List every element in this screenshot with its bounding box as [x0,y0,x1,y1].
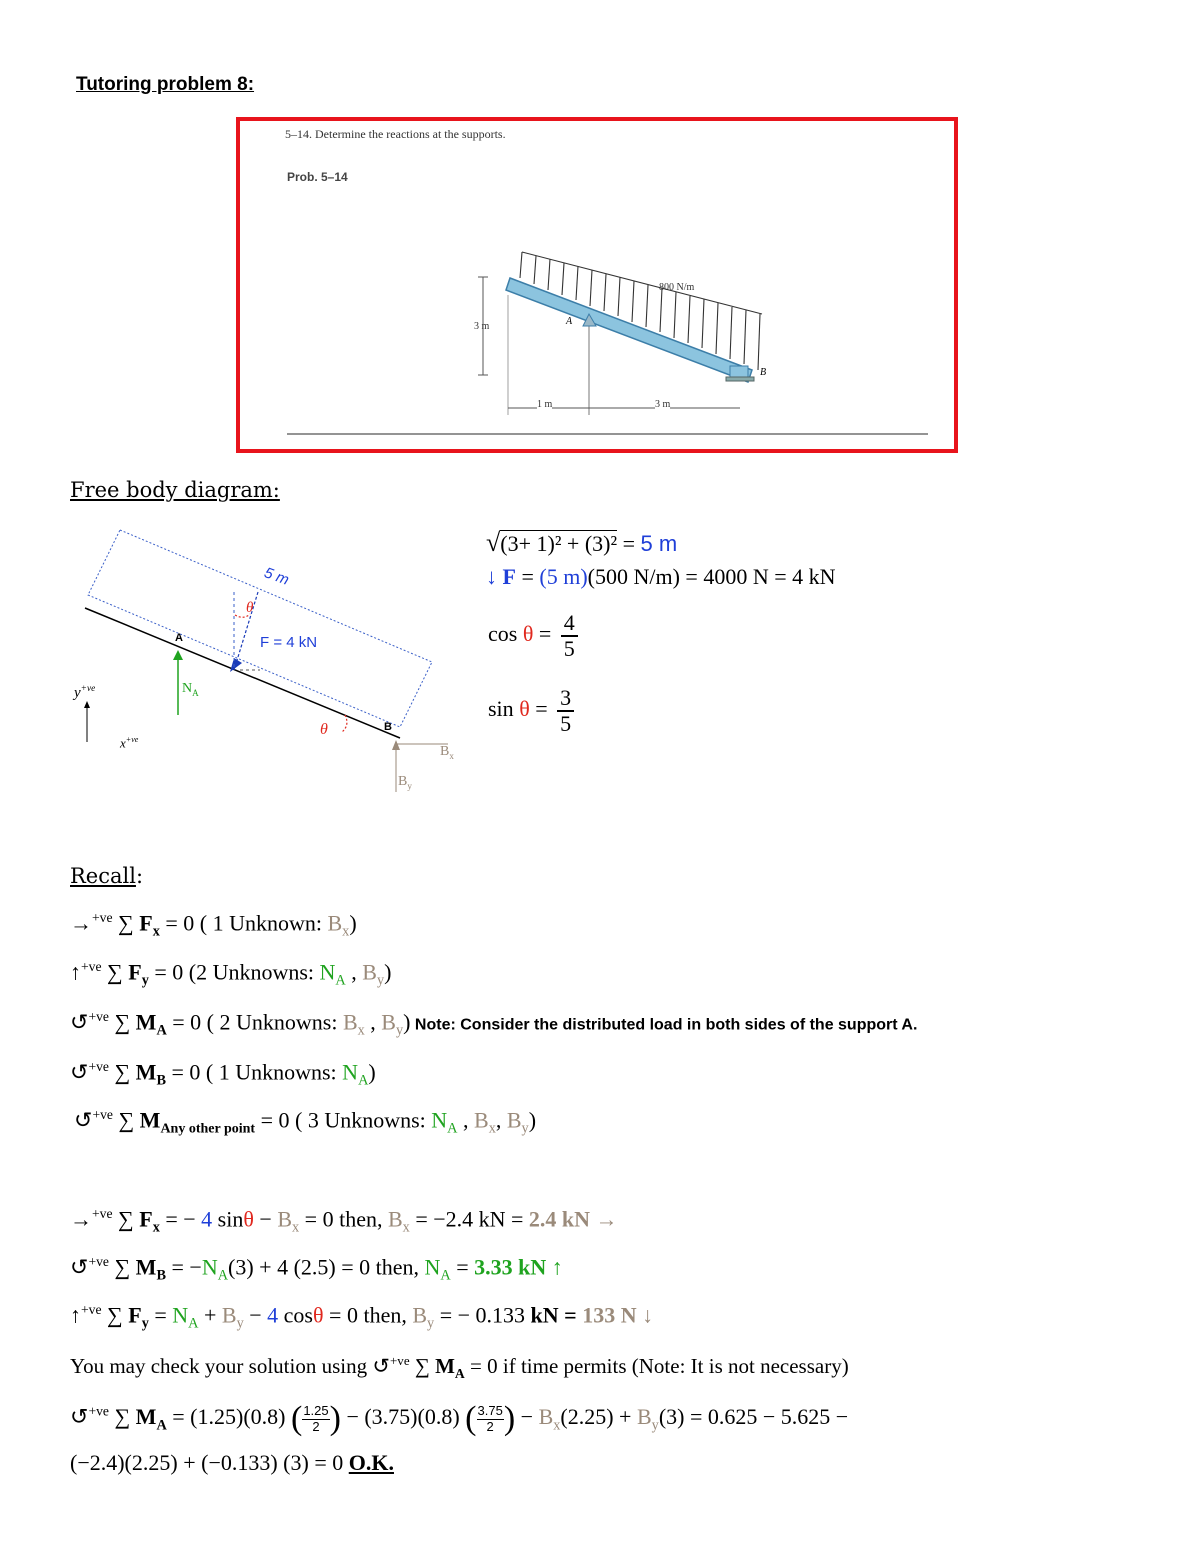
problem-point-a: A [566,316,573,327]
hypotenuse-equation: √(3+ 1)² + (3)² = 5 m [486,528,678,557]
problem-point-b: B [760,367,767,378]
fbd-beam [85,608,400,738]
load-arrows [520,252,762,370]
free-body-diagram [60,520,480,810]
verification-line-1: ↺$^{+ve}$ ∑ $M_A = (1.25)(0.8)$ ( $\frac{1.25}{2}$ ) − (3.75)(0.8) ( $\frac{3.75}{2}$ ) − $B_x(2.25) + B_y(3) = 0.625 - 5.625$ − [70,1400,849,1437]
recall-sum-ma: ↺$^{+ve}$ ∑ $M_A = 0$ ( 2 Unknowns: $B_x$ , $B_y$) Note: Consider the distributed load in both sides of the support A. [70,1009,918,1039]
force-equation: ↓ F = (5 m)(500 N/m) = 4000 N = 4 kN [486,564,836,589]
sin-equation: sin θ = $\frac{3}{5}$ [488,686,578,736]
fbd-length-label: 5 m [261,564,292,589]
verification-line-2: (−2.4)(2.25) + (−0.133) (3) = 0 O.K. [70,1450,394,1475]
inclined-beam [506,278,752,382]
problem-label: Prob. 5–14 [287,170,348,184]
dim-right-label: 3 m [655,399,671,410]
x-axis-label: $x^{+ve}$ [120,735,139,751]
fbd-point-b: B [384,721,392,733]
recall-heading: Recall: [70,864,144,888]
fbd-bx-label: $B_x$ [440,744,454,761]
problem-figure [240,230,955,445]
solution-fy: ↑$^{+ve}$ ∑ $F_y = N_A + B_y - 4$ cosθ = 0 then, $B_y$ = − 0.133 kN = 133 N ↓ [70,1302,654,1332]
fbd-theta-b: θ [320,721,328,738]
load-block [88,530,432,727]
load-label: 800 N/m [659,282,695,293]
problem-statement: 5–14. Determine the reactions at the supports. [285,127,506,141]
cos-equation: cos θ = $\frac{4}{5}$ [488,611,582,661]
page-title: Tutoring problem 8: [76,74,255,95]
fbd-na-label: $N_A$ [182,681,199,698]
fbd-by-label: $B_y$ [398,774,412,791]
recall-sum-fx: →$^{+ve}$ ∑ $F_x = 0$ ( 1 Unknown: $B_x$) [70,910,357,940]
dim-left-label: 1 m [537,399,553,410]
solution-mb: ↺$^{+ve}$ ∑ $M_B = -N_A(3) + 4$ (2.5) = 0 then, $N_A = 3.33$ kN ↑ [70,1254,563,1284]
y-axis-label: $y^{+ve}$ [74,684,96,701]
check-note: You may check your solution using ↺$^{+ve}$ ∑ $M_A = 0$ if time permits (Note: It is not necessary) [70,1353,849,1382]
height-label: 3 m [474,321,490,332]
solution-fx: →$^{+ve}$ ∑ $F_x$ = − 4 $\sin\theta - B_x = 0$ then, $B_x = -2.4$ kN = 2.4 kN → [70,1206,618,1236]
support-b [730,366,748,378]
fbd-point-a: A [175,632,183,644]
recall-sum-fy: ↑$^{+ve}$ ∑ $F_y = 0$ (2 Unknowns: $N_A$ , $B_y$) [70,959,392,989]
recall-sum-m-other: ↺$^{+ve}$ ∑ $M_{Any other point} = 0$ ( 3 Unknowns: $N_A$ , $B_x$, $B_y$) [74,1107,537,1137]
recall-sum-mb: ↺$^{+ve}$ ∑ $M_B = 0$ ( 1 Unknowns: $N_A$) [70,1059,376,1089]
fbd-force-label: F = 4 kN [260,634,318,651]
fbd-theta-top: θ [246,600,254,616]
fbd-heading: Free body diagram: [70,478,280,502]
